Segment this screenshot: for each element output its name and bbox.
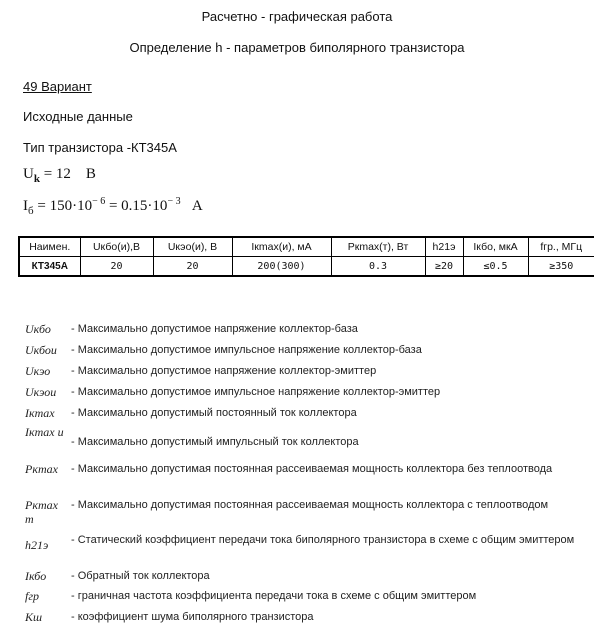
transistor-type: Тип транзистора -КТ345А	[23, 140, 177, 155]
definition-symbol: h21э	[25, 538, 49, 552]
table-header-cell: fгр., МГц	[528, 237, 594, 257]
table-row	[19, 257, 594, 277]
definition-symbol: Iкбо	[25, 569, 47, 583]
definition-symbol: Pкmax	[25, 462, 58, 476]
table-cell: ≥350	[528, 257, 594, 277]
table-header-cell: Iкбо, мкА	[463, 237, 528, 257]
table-cell: 0.3	[331, 257, 425, 277]
definition-text: - Максимально допустимое импульсное напряжение коллектор-эмиттер	[71, 386, 441, 398]
definition-text: - Максимально допустимый импульсный ток коллектора	[71, 436, 359, 448]
table-header-cell: Iкmax(и), мА	[232, 237, 331, 257]
document-subtitle: Определение h - параметров биполярного транзистора	[129, 40, 465, 55]
table-header-cell: h21э	[425, 237, 463, 257]
table-header-cell: Uкбо(и),В	[80, 237, 153, 257]
definition-symbol: Uкэои	[25, 385, 57, 399]
definition-symbol: Iкmax	[25, 406, 55, 420]
definition-symbol: Iкmax и	[25, 425, 64, 439]
table-cell: ≥20	[425, 257, 463, 277]
uk-formula: $U_k = 12$ В	[23, 166, 96, 185]
table-cell: 20	[153, 257, 232, 277]
parameters-table	[18, 236, 594, 277]
document-title: Расчетно - графическая работа	[201, 9, 393, 24]
initial-data-label: Исходные данные	[23, 109, 133, 124]
definition-text: - Максимально допустимое импульсное напряжение коллектор-база	[71, 344, 422, 356]
definition-text: - Максимально допустимый постоянный ток коллектора	[71, 407, 357, 419]
table-header-cell: Uкэо(и), В	[153, 237, 232, 257]
definition-symbol: Pкmax т	[25, 498, 58, 526]
definition-text: - Обратный ток коллектора	[71, 570, 210, 582]
table-cell: 20	[80, 257, 153, 277]
definition-symbol: fгр	[25, 589, 40, 603]
table-cell: КТ345А	[19, 257, 80, 277]
definition-text: - Максимально допустимая постоянная рассеиваемая мощность коллектора без теплоотвода	[71, 463, 553, 475]
table-cell: ≤0.5	[463, 257, 528, 277]
table-header-cell: Pкmax(т), Вт	[331, 237, 425, 257]
definition-text: - Статический коэффициент передачи тока биполярного транзистора в схеме с общим эмиттером	[71, 534, 575, 546]
ib-formula: $I_б = 150\cdot 10^{- 6} = 0.15\cdot 10^{- 3}$ А	[23, 196, 203, 217]
definition-text: - коэффициент шума биполярного транзистора	[71, 611, 314, 623]
table-header-row	[19, 237, 594, 257]
definition-text: - Максимально допустимое напряжение коллектор-эмиттер	[71, 365, 377, 377]
table-header-cell: Наимен.	[19, 237, 80, 257]
definition-symbol: Uкбои	[25, 343, 57, 357]
variant-label: 49 Вариант	[23, 79, 92, 94]
table-cell: 200(300)	[232, 257, 331, 277]
definition-text: - Максимально допустимое напряжение коллектор-база	[71, 323, 358, 335]
definition-symbol: Uкэо	[25, 364, 51, 378]
definition-symbol: Uкбо	[25, 322, 51, 336]
definition-text: - Максимально допустимая постоянная рассеиваемая мощность коллектора с теплоотводом	[71, 499, 549, 511]
definition-text: - граничная частота коэффициента передачи тока в схеме с общим эмиттером	[71, 590, 477, 602]
definition-symbol: Кш	[25, 610, 43, 624]
